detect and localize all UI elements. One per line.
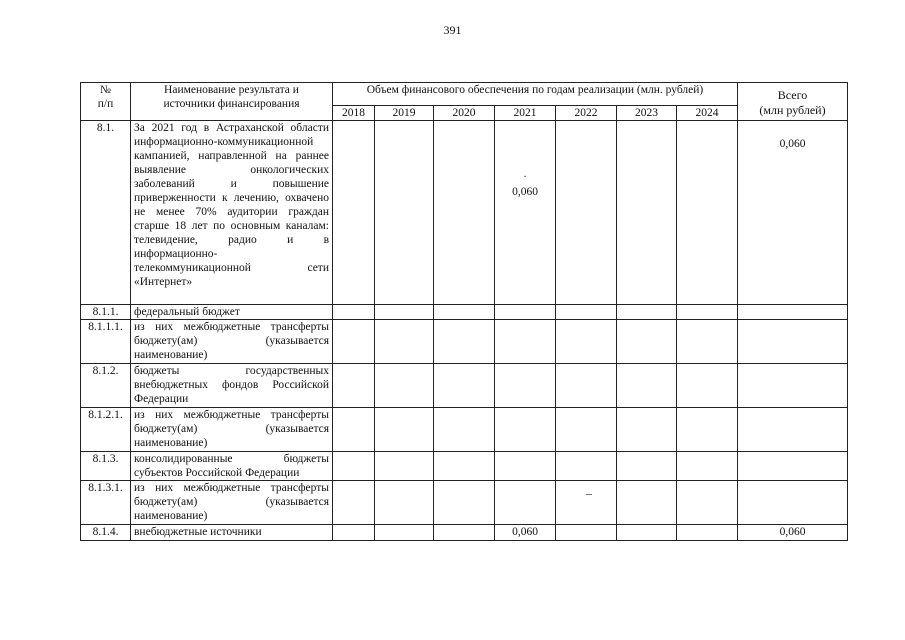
value-2021 [495,452,556,481]
row-name: За 2021 год в Астраханской области информационно-коммуникационной кампанией, направленной на раннее выявление онкологических заболеваний и повышение приверженности к лечению, охвачено не менее 70% аудитории граждан старше 18 лет по основным каналам: телевидение, радио и в информационно-телекоммуникационной сети «Интернет» [131,121,333,305]
year-2021: 2021 [495,106,556,121]
row-number: 8.1. [81,121,131,305]
value-2018 [333,452,375,481]
row-number: 8.1.1. [81,305,131,320]
value-2020 [434,320,495,364]
value-total [738,481,848,525]
value-2018 [333,481,375,525]
table-row [81,408,848,452]
table-row [81,305,848,320]
value-total [738,305,848,320]
value-2024 [677,525,738,541]
row-name: из них межбюджетные трансферты бюджету(ам) (указывается наименование) [131,320,333,364]
header-total: Всего (млн рублей) [738,83,848,121]
value-2021 [495,364,556,408]
row-number: 8.1.2. [81,364,131,408]
year-2024: 2024 [677,106,738,121]
row-number: 8.1.2.1. [81,408,131,452]
row-name: из них межбюджетные трансферты бюджету(ам) (указывается наименование) [131,408,333,452]
row-name: внебюджетные источники [131,525,333,541]
value-2024 [677,305,738,320]
row-name: федеральный бюджет [131,305,333,320]
header-name: Наименование результата и источники финансирования [131,83,333,121]
value-2022 [556,121,617,305]
value-2020 [434,364,495,408]
value-2022 [556,525,617,541]
page-number: 391 [443,23,462,37]
value-2021 [495,481,556,525]
value-2020 [434,408,495,452]
value-2020 [434,525,495,541]
value-2024 [677,320,738,364]
value-2019 [375,452,434,481]
value-2022 [556,305,617,320]
value-2023 [617,525,677,541]
row-number: 8.1.3.1. [81,481,131,525]
value-2023 [617,452,677,481]
financing-table [80,82,848,541]
table-row [81,452,848,481]
value-2023 [617,121,677,305]
row-name: консолидированные бюджеты субъектов Российской Федерации [131,452,333,481]
value-2020 [434,481,495,525]
value-2024 [677,481,738,525]
value-2022 [556,320,617,364]
year-2019: 2019 [375,106,434,121]
value-2021 [495,408,556,452]
value-2019 [375,320,434,364]
value-2018 [333,408,375,452]
value-2021: 0,060 [495,525,556,541]
value-2023 [617,320,677,364]
value-2018 [333,364,375,408]
value-2021 [495,305,556,320]
value-2019 [375,364,434,408]
row-number: 8.1.4. [81,525,131,541]
table-row [81,364,848,408]
value-2024 [677,408,738,452]
header-number: № п/п [81,83,131,121]
value-2019 [375,481,434,525]
value-2022 [556,481,617,525]
value-total [738,452,848,481]
year-2020: 2020 [434,106,495,121]
value-total: 0,060 [738,121,848,305]
value-2019 [375,525,434,541]
row-name: бюджеты государственных внебюджетных фондов Российской Федерации [131,364,333,408]
value-2024 [677,121,738,305]
value-2021 [495,320,556,364]
table-row [81,121,848,305]
table-row [81,481,848,525]
value-2023 [617,408,677,452]
value-2022 [556,408,617,452]
year-2018: 2018 [333,106,375,121]
header-volume: Объем финансового обеспечения по годам реализации (млн. рублей) [333,83,738,106]
row-number: 8.1.1.1. [81,320,131,364]
row-number: 8.1.3. [81,452,131,481]
value-2018 [333,121,375,305]
value-2019 [375,408,434,452]
value-total [738,364,848,408]
header-row [81,83,848,106]
value-2024 [677,364,738,408]
table-row [81,320,848,364]
value-2022 [556,452,617,481]
value-2021 [495,121,556,305]
value-2018 [333,305,375,320]
value-2020 [434,305,495,320]
stray-mark [586,494,592,495]
value-2020 [434,452,495,481]
row-name: из них межбюджетные трансферты бюджету(ам) (указывается наименование) [131,481,333,525]
value-2019 [375,305,434,320]
stray-dot: · [523,172,527,183]
value-2024 [677,452,738,481]
value-2018 [333,320,375,364]
value-total [738,320,848,364]
value-2021-text: 0,060 [512,186,538,198]
value-total [738,408,848,452]
year-2023: 2023 [617,106,677,121]
year-2022: 2022 [556,106,617,121]
value-2023 [617,305,677,320]
value-2018 [333,525,375,541]
table-row [81,525,848,541]
value-2023 [617,364,677,408]
value-total: 0,060 [738,525,848,541]
value-2022 [556,364,617,408]
value-2020 [434,121,495,305]
value-2023 [617,481,677,525]
value-2019 [375,121,434,305]
